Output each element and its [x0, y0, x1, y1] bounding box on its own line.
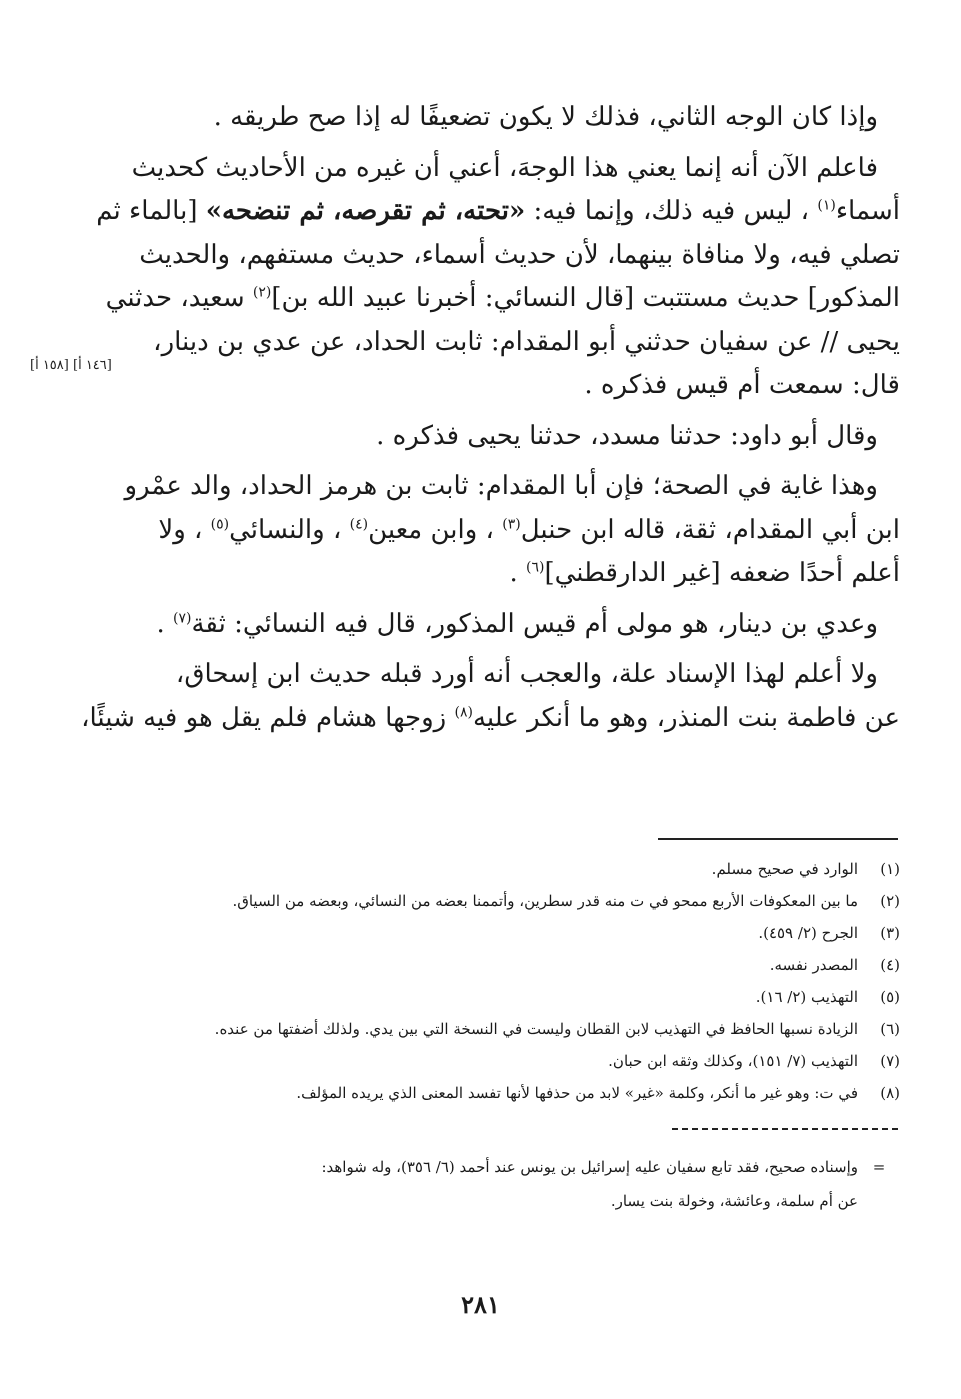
- continuation-text: وإسناده صحيح، فقد تابع سفيان عليه إسرائيل بن يونس عند أحمد (٦/ ٣٥٦)، وله شواهد:: [321, 1158, 858, 1176]
- footnote-number: (٢): [880, 892, 900, 910]
- footnotes: [180, 853, 900, 1109]
- text-line: وعدي بن دينار، هو مولى أم قيس المذكور، قال فيه النسائي: ثقة$^{(٧)}$ .: [156, 608, 878, 639]
- footnote-item: [180, 949, 900, 981]
- quoted-hadith: «تحته، ثم تقرصه، ثم تنضحه»: [205, 196, 526, 226]
- footnote-item: [180, 1077, 900, 1109]
- paragraph-5: [156, 603, 900, 647]
- footnote-ref[interactable]: (٦): [526, 559, 545, 576]
- footnote-text: المصدر نفسه.: [769, 956, 858, 974]
- footnote-text: الجرح (٢/ ٤٥٩).: [758, 924, 858, 942]
- text-line: تصلي فيه، ولا منافاة بينهما، لأن حديث أسماء، حديث مستفهم، والحديث: [139, 239, 900, 270]
- footnote-ref[interactable]: (٤): [349, 515, 369, 532]
- text-line: ولا أعلم لهذا الإسناد علة، والعجب أنه أورد قبله حديث ابن إسحاق،: [175, 659, 878, 689]
- footnote-item: [180, 981, 900, 1013]
- text-line: يحيى // عن سفيان حدثني أبو المقدام: ثابت الحداد، عن عدي بن دينار،: [153, 326, 900, 357]
- footnote-ref[interactable]: (٣): [502, 515, 521, 532]
- continuation-text: عن أم سلمة، وعائشة، وخولة بنت يسار.: [610, 1192, 858, 1210]
- footnote-ref[interactable]: (٢): [252, 284, 272, 301]
- text-line: عن فاطمة بنت المنذر، وهو ما أنكر عليه$^{(٨)}$ زوجها هشام فلم يقل هو فيه شيئًا،: [81, 702, 900, 733]
- footnote-ref[interactable]: (٧): [173, 609, 192, 626]
- footnote-text: ما بين المعكوفات الأربع ممحو في ت منه قدر سطرين، وأتممنا بعضه من النسائي، وبعضه من السياق.: [232, 892, 858, 910]
- footnote-item: [180, 885, 900, 917]
- footnote-separator: [658, 838, 898, 840]
- text-line: أسماء$^{(١)}$ ، ليس فيه ذلك، وإنما فيه: «تحته، ثم تقرصه، ثم تنضحه» [بالماء ثم: [96, 196, 900, 226]
- footnote-ref[interactable]: (٨): [454, 703, 473, 720]
- text-line: فاعلم الآن أنه إنما يعني هذا الوجهَ، أعني أن غيره من الأحاديث كحديث: [131, 152, 878, 183]
- text-line: أعلم أحدًا ضعفه [غير الدارقطني]$^{(٦)}$ .: [509, 558, 900, 588]
- footnote-item: [180, 1045, 900, 1077]
- footnote-ref[interactable]: (٥): [210, 515, 230, 532]
- footnote-item: [180, 853, 900, 885]
- footnote-text: الوارد في صحيح مسلم.: [711, 860, 858, 878]
- text-line: قال: سمعت أم قيس فذكره .: [584, 370, 900, 400]
- footnote-number: (٦): [880, 1020, 900, 1038]
- footnote-number: (٧): [880, 1052, 900, 1070]
- footnote-number: (٥): [880, 988, 900, 1006]
- continuation-mark: =: [872, 1158, 886, 1176]
- footnote-number: (٨): [880, 1084, 900, 1102]
- footnote-number: (٤): [880, 956, 900, 974]
- footnote-text: في ت: وهو غير ما أنكر، وكلمة «غير» لابد من حذفها لأنها تفسد المعنى الذي يريده المؤلف.: [296, 1084, 858, 1102]
- text-line: وقال أبو داود: حدثنا مسدد، حدثنا يحيى فذكره .: [376, 420, 878, 451]
- main-text: [81, 96, 900, 740]
- continuation-line: [180, 1184, 900, 1218]
- footnote-number: (٣): [880, 924, 900, 942]
- footnote-number: (١): [880, 860, 900, 878]
- paragraph-2: [96, 147, 900, 408]
- paragraph-6: [81, 653, 900, 740]
- paragraph-1: [190, 96, 900, 140]
- footnote-text: الزيادة نسبها الحافظ في التهذيب لابن القطان وليست في النسخة التي بين يدي. ولذلك أضفتها من عنده.: [214, 1020, 858, 1038]
- text-line: ابن أبي المقدام، ثقة، قاله ابن حنبل$^{(٣)}$ ، وابن معين$^{(٤)}$ ، والنسائي$^{(٥)}$ ، ولا: [158, 514, 900, 545]
- footnote-item: [180, 917, 900, 949]
- paragraph-3: [190, 415, 900, 459]
- manuscript-folio-note: [١٥٨ أ] [١٤٦ أ]: [30, 358, 112, 373]
- continued-footnote: [180, 1150, 900, 1218]
- footnote-item: [180, 1013, 900, 1045]
- text-line: المذكور] حديث مستتبت [قال النسائي: أخبرنا عبيد الله بن]$^{(٢)}$ سعيد، حدثني: [105, 283, 900, 313]
- footnote-text: التهذيب (٧/ ١٥١)، وكذلك وثقه ابن حبان.: [608, 1052, 858, 1070]
- footnote-text: التهذيب (٢/ ١٦).: [755, 988, 858, 1006]
- paragraph-4: [124, 465, 900, 596]
- text-line: وإذا كان الوجه الثاني، فذلك لا يكون تضعيفًا له إذا صح طريقه .: [213, 102, 878, 132]
- footnote-ref[interactable]: (١): [817, 197, 836, 214]
- continuation-separator: [672, 1128, 898, 1130]
- text-line: وهذا غاية في الصحة؛ فإن أبا المقدام: ثابت بن هرمز الحداد، والد عمْرو: [124, 471, 878, 501]
- continuation-line: [180, 1150, 900, 1184]
- page-number: ٢٨١: [461, 1290, 500, 1319]
